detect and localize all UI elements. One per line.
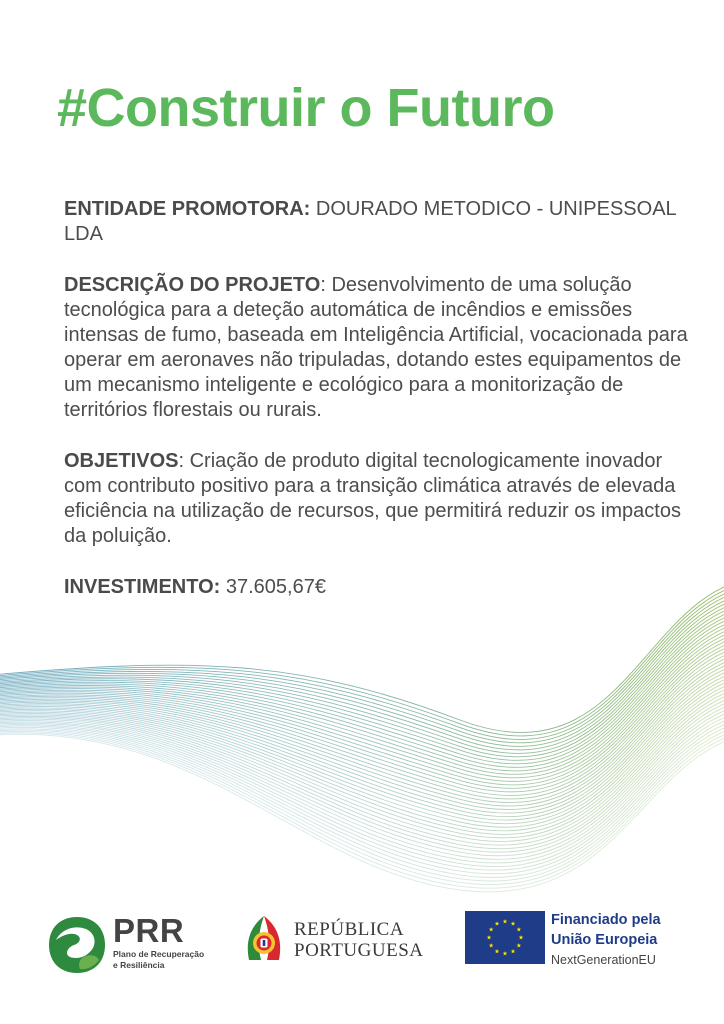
prr-subtitle-line1: Plano de Recuperação (113, 949, 205, 959)
entidade-label: ENTIDADE PROMOTORA: (64, 198, 311, 220)
project-info (64, 197, 704, 626)
republica-portuguesa-emblem-icon (243, 914, 285, 966)
funding-logos-footer (0, 900, 724, 1010)
eu-line2: União Europeia (551, 932, 658, 948)
entidade-value: DOURADO METODICO - UNIPESSOAL LDA (64, 198, 676, 245)
prr-subtitle-line2: e Resiliência (113, 960, 165, 970)
eu-line3: NextGenerationEU (551, 953, 656, 967)
investimento-label: INVESTIMENTO: (64, 576, 221, 598)
entidade-paragraph (64, 197, 704, 247)
eu-line1: Financiado pela (551, 912, 661, 928)
eu-flag-icon (465, 911, 545, 964)
republica-line2: PORTUGUESA (294, 940, 424, 961)
page-title: #Construir o Futuro (57, 78, 555, 138)
descricao-paragraph (64, 273, 704, 423)
eu-funding-text (551, 910, 661, 970)
descricao-label: DESCRIÇÃO DO PROJETO (64, 274, 321, 296)
descricao-value: : Desenvolvimento de uma solução tecnológica para a deteção automática de incêndios e emissões intensas de fumo, baseada em Inteligência Artificial, vocacionada para operar em aeronaves não tripuladas, dotando estes equipamentos de um mecanismo inteligente e ecológico para a monitorização de territórios florestais ou rurais. (64, 274, 688, 421)
republica-portuguesa-text (294, 919, 423, 961)
investimento-paragraph (64, 575, 704, 600)
prr-text (113, 914, 204, 970)
prr-abbreviation: PRR (113, 912, 185, 949)
objetivos-value: : Criação de produto digital tecnologicamente inovador com contributo positivo para a transição climática através de elevada eficiência na utilização de recursos, que permitirá reduzir os impactos da poluição. (64, 450, 681, 547)
objetivos-label: OBJETIVOS (64, 450, 179, 472)
investimento-value: 37.605,67€ (220, 576, 326, 598)
republica-line1: REPÚBLICA (294, 919, 405, 940)
prr-logo-icon (46, 914, 108, 976)
objetivos-paragraph (64, 449, 704, 549)
